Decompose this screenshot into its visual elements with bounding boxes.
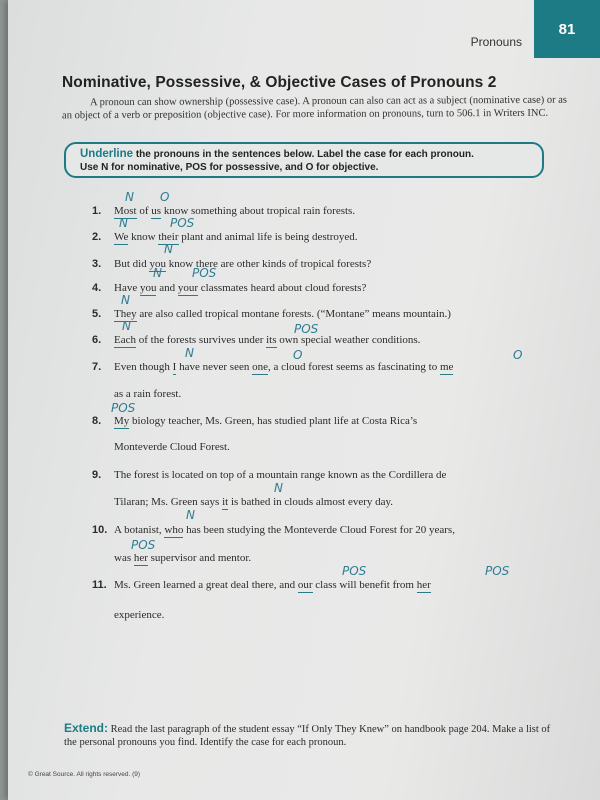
exercise-item-4: 4. Have you and your classmates heard about cloud forests?	[92, 282, 367, 294]
case-label-handwritten: N	[121, 293, 130, 307]
underlined-pronoun: it	[222, 496, 229, 508]
exercise-item-10-continued: was her supervisor and mentor.	[114, 552, 252, 564]
exercise-item-9-continued: Tilaran; Ms. Green says it is bathed in clouds almost every day.	[114, 496, 394, 508]
underlined-pronoun: our	[297, 579, 313, 591]
case-label-handwritten: POS	[485, 564, 510, 578]
case-label-handwritten: N	[164, 242, 173, 256]
underlined-pronoun: My	[114, 415, 130, 427]
underlined-pronoun: us	[151, 205, 162, 217]
case-label-handwritten: O	[293, 348, 303, 362]
item-number: 3.	[92, 258, 102, 270]
exercise-item-3: 3. But did you know there are other kinds of tropical forests?	[92, 258, 372, 270]
exercise-item-5: 5. They are also called tropical montane forests. (“Montane” means mountain.)	[92, 308, 451, 320]
page-title: Nominative, Possessive, & Objective Cases of Pronouns 2	[62, 74, 497, 91]
underlined-pronoun: We	[114, 231, 129, 243]
instruction-keyword: Underline	[80, 148, 134, 160]
case-label-handwritten: N	[122, 319, 131, 333]
item-number: 1.	[92, 205, 102, 217]
underlined-pronoun: their	[158, 231, 179, 243]
case-label-handwritten: N	[125, 190, 134, 204]
item-number: 2.	[92, 231, 102, 243]
case-label-handwritten: POS	[294, 322, 319, 336]
case-label-handwritten: POS	[192, 266, 217, 280]
underlined-pronoun: her	[133, 552, 148, 564]
underlined-pronoun: your	[177, 282, 199, 294]
item-number: 10.	[92, 524, 108, 536]
underlined-pronoun: I	[172, 361, 177, 373]
item-number: 6.	[92, 334, 102, 346]
underlined-pronoun: one	[252, 361, 268, 373]
exercise-item-1: 1. Most of us know something about tropical rain forests.	[92, 205, 356, 217]
underlined-pronoun: her	[416, 579, 431, 591]
case-label-handwritten: N	[274, 481, 283, 495]
case-label-handwritten: N	[185, 346, 194, 360]
case-label-handwritten: POS	[131, 538, 156, 552]
intro-paragraph: A pronoun can show ownership (possessive case). A pronoun can also can act as a subject (nominative case) or as an object of a verb or preposition (objective case). For more information on pronouns, turn to 506.1 in Writers INC.	[62, 94, 568, 121]
underlined-pronoun: They	[114, 308, 137, 320]
underlined-pronoun: you	[149, 258, 166, 270]
item-number: 9.	[92, 469, 102, 481]
case-label-handwritten: O	[513, 348, 523, 362]
instruction-box	[64, 142, 544, 178]
page-number-tab: 81	[534, 0, 600, 58]
instruction-text-2: Use N for nominative, POS for possessive, and O for objective.	[80, 162, 379, 173]
extend-text: Read the last paragraph of the student essay “If Only They Knew” on handbook page 204. Make a list of the personal pronouns you find. Identify the case for each pronoun.	[64, 724, 551, 748]
underlined-pronoun: who	[164, 524, 184, 536]
underlined-pronoun: you	[139, 282, 157, 294]
case-label-handwritten: N	[186, 508, 195, 522]
section-label: Pronouns	[470, 35, 522, 49]
case-label-handwritten: POS	[111, 401, 136, 415]
exercise-item-2: 2. We know their plant and animal life is being destroyed.	[92, 231, 358, 243]
underlined-pronoun: Most	[114, 205, 137, 217]
case-label-handwritten: N	[153, 266, 162, 280]
case-label-handwritten: POS	[170, 216, 195, 230]
case-label-handwritten: O	[160, 190, 170, 204]
worksheet-page	[8, 0, 600, 800]
exercise-item-9: 9. The forest is located on top of a mountain range known as the Cordillera de	[92, 469, 447, 481]
exercise-item-10: 10. A botanist, who has been studying the Monteverde Cloud Forest for 20 years,	[92, 524, 455, 536]
instruction-text-1: the pronouns in the sentences below. Label the case for each pronoun.	[133, 149, 474, 160]
item-number: 5.	[92, 308, 102, 320]
extend-activity	[64, 722, 564, 749]
exercise-item-6: 6. Each of the forests survives under its own special weather conditions.	[92, 334, 421, 346]
case-label-handwritten: POS	[342, 564, 367, 578]
item-number: 7.	[92, 361, 102, 373]
exercise-item-11: 11. Ms. Green learned a great deal there, and our class will benefit from her	[92, 579, 431, 591]
exercise-item-7: 7. Even though I have never seen one, a cloud forest seems as fascinating to me	[92, 361, 454, 373]
item-number: 8.	[92, 415, 102, 427]
underlined-pronoun: Each	[114, 334, 136, 346]
case-label-handwritten: N	[119, 216, 128, 230]
underlined-pronoun: me	[439, 361, 454, 373]
item-number: 11.	[92, 579, 107, 591]
exercise-item-11-continued: experience.	[114, 609, 165, 621]
item-number: 4.	[92, 282, 102, 294]
running-head	[8, 0, 600, 58]
extend-keyword: Extend:	[64, 721, 109, 735]
exercise-item-8: 8. My biology teacher, Ms. Green, has studied plant life at Costa Rica’s	[92, 415, 418, 427]
exercise-item-8-continued: Monteverde Cloud Forest.	[114, 441, 230, 453]
underlined-pronoun: its	[266, 334, 277, 346]
exercise-item-7-continued: as a rain forest.	[114, 388, 182, 400]
copyright-footer: © Great Source. All rights reserved. (9)	[28, 771, 141, 778]
